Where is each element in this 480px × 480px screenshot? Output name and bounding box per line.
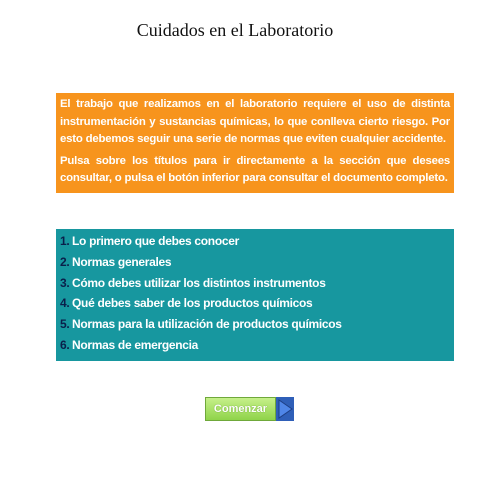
menu-item-normas-generales[interactable] bbox=[60, 255, 454, 276]
menu-item-utilizacion-productos[interactable] bbox=[60, 317, 454, 338]
menu-item-lo-primero[interactable] bbox=[60, 234, 454, 255]
start-control bbox=[205, 397, 293, 421]
menu-item-number: 3. bbox=[60, 275, 70, 290]
menu-item-number: 4. bbox=[60, 296, 70, 311]
menu-item-label[interactable]: Qué debes saber de los productos químicos bbox=[72, 296, 313, 311]
menu-item-instrumentos[interactable] bbox=[60, 276, 454, 297]
menu-item-number: 5. bbox=[60, 317, 70, 332]
intro-paragraph-1: El trabajo que realizamos en el laboratorio requiere el uso de distinta instrumentación y sustancias químicas, lo que conlleva cierto riesgo. Por esto debemos seguir una serie de normas que eviten cualquier accidente. bbox=[60, 98, 450, 145]
menu-item-label[interactable]: Cómo debes utilizar los distintos instrumentos bbox=[72, 275, 326, 290]
menu-item-productos-quimicos[interactable] bbox=[60, 296, 454, 317]
menu-item-label[interactable]: Normas de emergencia bbox=[72, 337, 199, 352]
intro-paragraph-2: Pulsa sobre los títulos para ir directamente a la sección que desees consultar, o pulsa el botón inferior para consultar el documento completo. bbox=[60, 154, 450, 184]
menu-item-number: 1. bbox=[60, 234, 70, 248]
section-menu bbox=[56, 229, 454, 361]
menu-item-label[interactable]: Lo primero que debes conocer bbox=[72, 234, 239, 248]
play-arrow-icon[interactable] bbox=[276, 397, 294, 421]
menu-item-label[interactable]: Normas generales bbox=[72, 254, 172, 269]
menu-item-number: 6. bbox=[60, 337, 70, 352]
menu-item-label[interactable]: Normas para la utilización de productos químicos bbox=[72, 317, 342, 332]
start-button[interactable]: Comenzar bbox=[205, 397, 276, 421]
page-title: Cuidados en el Laboratorio bbox=[136, 20, 334, 40]
menu-item-emergencia[interactable] bbox=[60, 338, 454, 359]
intro-box bbox=[56, 93, 454, 193]
menu-item-number: 2. bbox=[60, 254, 70, 269]
